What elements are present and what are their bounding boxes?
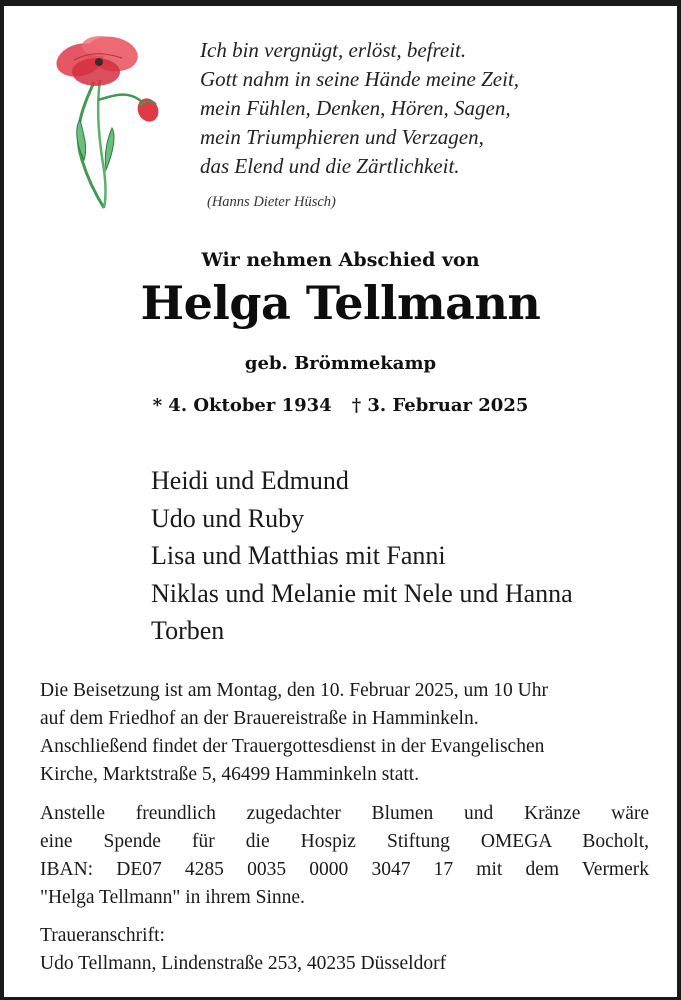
mourner-entry: Heidi und Edmund: [151, 466, 349, 495]
birth-date: * 4. Oktober 1934: [152, 395, 332, 416]
donation-line: IBAN: DE07 4285 0035 0000 3047 17 mit dem Vermerk: [40, 859, 649, 880]
funeral-line: Kirche, Marktstraße 5, 46499 Hamminkeln statt.: [40, 764, 420, 785]
death-date: † 3. Februar 2025: [351, 395, 529, 416]
maiden-name: geb. Brömmekamp: [244, 353, 437, 374]
poppy-flower-icon: [44, 30, 169, 215]
address-label: Traueranschrift:: [40, 925, 165, 946]
mourner-entry: Udo und Ruby: [151, 503, 305, 533]
poem-line: das Elend und die Zärtlichkeit.: [200, 154, 460, 178]
poem-line: mein Fühlen, Denken, Hören, Sagen,: [200, 96, 511, 120]
mourner-entry: Niklas und Melanie mit Nele und Hanna: [151, 578, 573, 608]
poem-line: Ich bin vergnügt, erlöst, befreit.: [200, 38, 467, 62]
life-dates: [4, 395, 677, 416]
poem-line: mein Triumphieren und Verzagen,: [200, 125, 484, 149]
funeral-line: auf dem Friedhof an der Brauereistraße in Hamminkeln.: [40, 708, 479, 729]
poem-author: (Hanns Dieter Hüsch): [207, 194, 336, 210]
mourning-address: [40, 922, 649, 978]
donation-line: Anstelle freundlich zugedachter Blumen und Kränze wäre: [40, 803, 649, 824]
mourner-entry: Lisa und Matthias mit Fanni: [151, 541, 446, 570]
mourner-entry: Torben: [151, 616, 225, 645]
donation-line: "Helga Tellmann" in ihrem Sinne.: [40, 887, 305, 908]
donation-request: [40, 800, 649, 912]
funeral-line: Die Beisetzung ist am Montag, den 10. Februar 2025, um 10 Uhr: [40, 680, 548, 701]
deceased-name: Helga Tellmann: [140, 276, 541, 330]
funeral-details: [40, 677, 649, 789]
donation-line: eine Spende für die Hospiz Stiftung OMEGA Bocholt,: [40, 831, 649, 852]
poem: [200, 36, 640, 181]
poem-line: Gott nahm in seine Hände meine Zeit,: [200, 67, 520, 91]
announcement-intro: Wir nehmen Abschied von: [201, 249, 480, 271]
address-value: Udo Tellmann, Lindenstraße 253, 40235 Düsseldorf: [40, 953, 447, 974]
funeral-line: Anschließend findet der Trauergottesdienst in der Evangelischen: [40, 736, 545, 757]
mourners-list: [151, 462, 573, 650]
